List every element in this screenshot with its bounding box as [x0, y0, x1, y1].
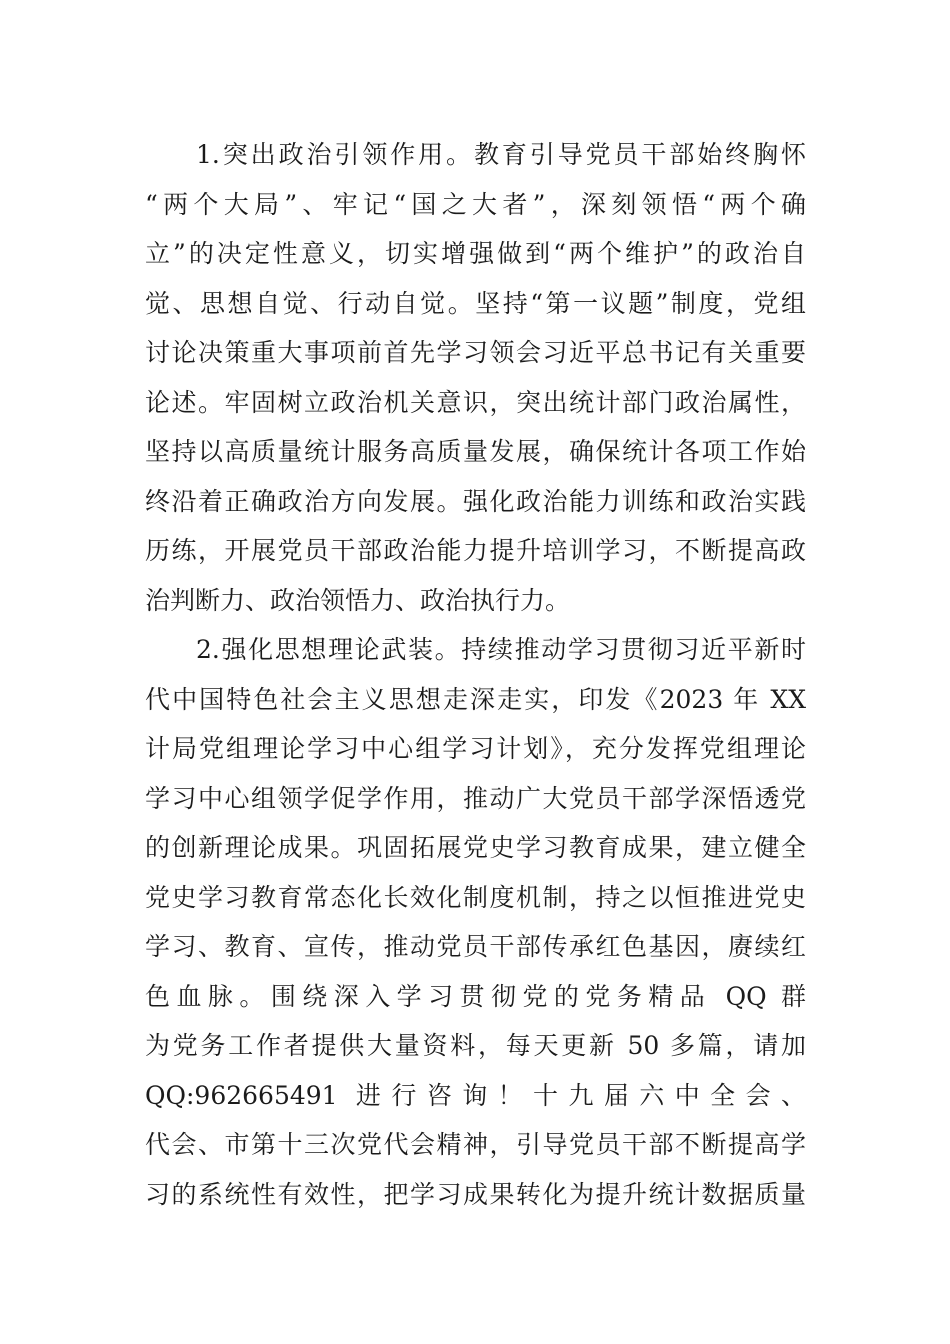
text-line: 1.突出政治引领作用。教育引导党员干部始终胸怀 [196, 140, 806, 169]
text-line: 计局党组理论学习中心组学习计划》，充分发挥党组理论 [145, 734, 806, 763]
text-line: “两个大局”、牢记“国之大者”，深刻领悟“两个确 [145, 189, 806, 219]
text-line: QQ:962665491 进行咨询！十九届六中全会、 [145, 1080, 806, 1110]
text-line: 的创新理论成果。巩固拓展党史学习教育成果，建立健全 [145, 833, 806, 862]
text-line: 讨论决策重大事项前首先学习领会习近平总书记有关重要 [145, 338, 806, 367]
text-line: 治判断力、政治领悟力、政治执行力。 [145, 585, 571, 615]
text-line: 学习、教育、宣传，推动党员干部传承红色基因，赓续红 [145, 932, 806, 961]
text-line: 坚持以高质量统计服务高质量发展，确保统计各项工作始 [145, 437, 806, 466]
text-line: 论述。牢固树立政治机关意识，突出统计部门政治属性， [145, 387, 806, 417]
text-line: 代会、市第十三次党代会精神，引导党员干部不断提高学 [145, 1130, 806, 1159]
text-line: 历练，开展党员干部政治能力提升培训学习，不断提高政 [145, 536, 806, 565]
text-line: 2.强化思想理论武装。持续推动学习贯彻习近平新时 [196, 635, 806, 664]
text-line: 终沿着正确政治方向发展。强化政治能力训练和政治实践 [145, 486, 806, 516]
body-text [145, 130, 806, 1219]
text-line: 觉、思想自觉、行动自觉。坚持“第一议题”制度，党组 [145, 288, 806, 318]
paragraph-2 [145, 625, 806, 1219]
text-line: 习的系统性有效性，把学习成果转化为提升统计数据质量 [145, 1179, 806, 1209]
text-line: 立”的决定性意义，切实增强做到“两个维护”的政治自 [145, 239, 806, 268]
text-line: 党史学习教育常态化长效化制度机制，持之以恒推进党史 [145, 882, 806, 912]
text-line: 代中国特色社会主义思想走深走实，印发《2023 年 XX [145, 684, 806, 714]
text-line: 色血脉。围绕深入学习贯彻党的党务精品 QQ 群 [145, 981, 806, 1011]
text-line: 学习中心组领学促学作用，推动广大党员干部学深悟透党 [145, 783, 806, 813]
text-line: 为党务工作者提供大量资料，每天更新 50 多篇，请加 [145, 1031, 806, 1060]
paragraph-1 [145, 130, 806, 625]
